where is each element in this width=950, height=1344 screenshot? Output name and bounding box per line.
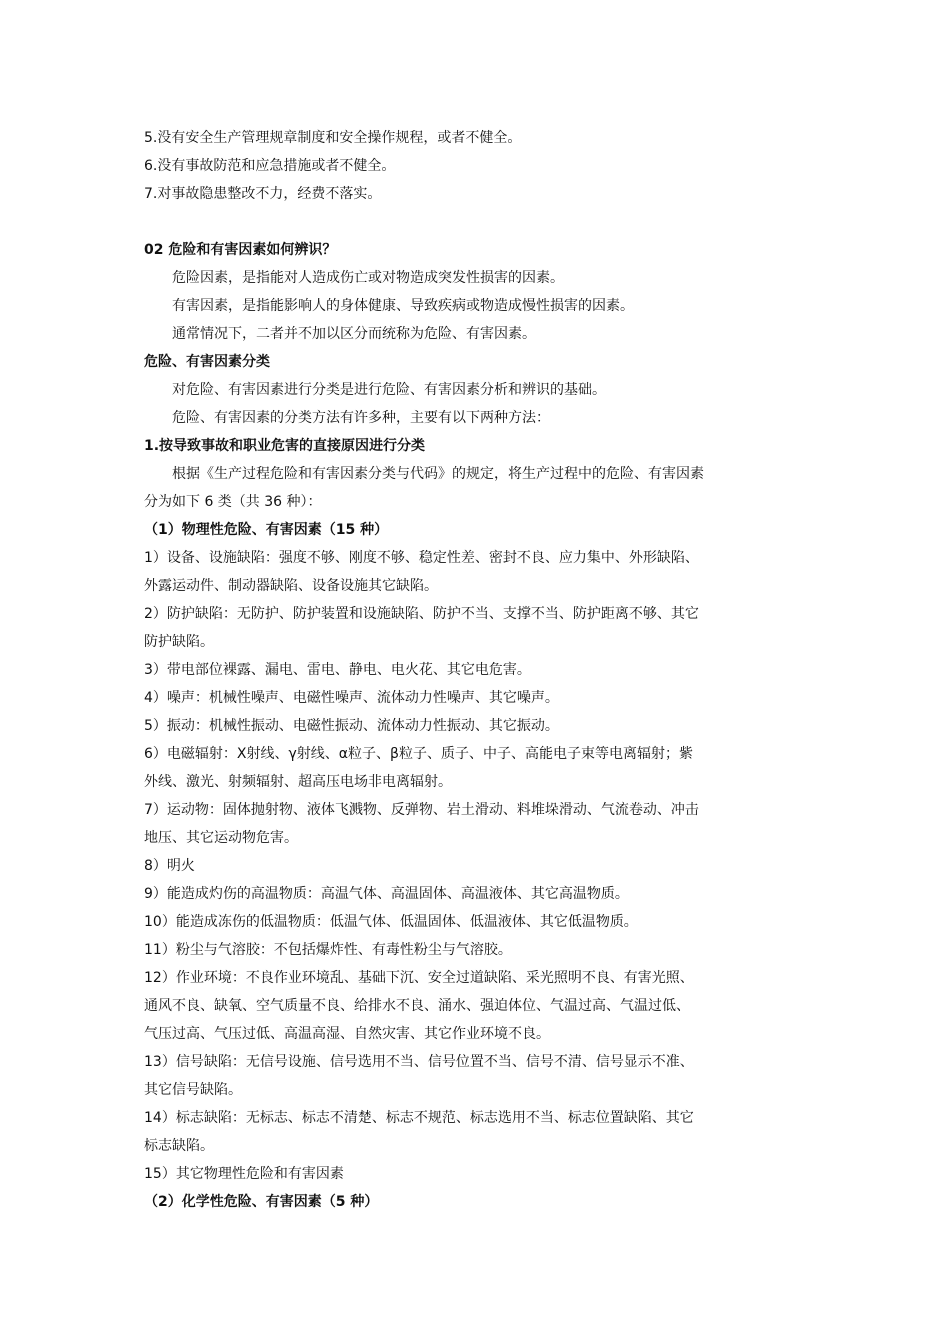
document-body (144, 124, 812, 1216)
physical-item-line: 6）电磁辐射：Χ射线、γ射线、α粒子、β粒子、质子、中子、高能电子束等电离辐射；紫 (144, 746, 693, 762)
classification-para: 对危险、有害因素进行分类是进行危险、有害因素分析和辨识的基础。 (172, 382, 606, 398)
physical-item-line: 3）带电部位裸露、漏电、雷电、静电、电火花、其它电危害。 (144, 662, 531, 678)
physical-item-line: 1）设备、设施缺陷：强度不够、刚度不够、稳定性差、密封不良、应力集中、外形缺陷、 (144, 550, 699, 566)
method1-para-line: 分为如下 6 类（共 36 种）： (144, 494, 322, 510)
chemical-heading: （2）化学性危险、有害因素（5 种） (144, 1194, 379, 1210)
physical-item-line: 防护缺陷。 (144, 634, 214, 650)
definition-para: 有害因素，是指能影响人的身体健康、导致疾病或物造成慢性损害的因素。 (172, 298, 634, 314)
physical-item-line: 地压、其它运动物危害。 (144, 830, 298, 846)
method1-para-line: 根据《生产过程危险和有害因素分类与代码》的规定，将生产过程中的危险、有害因素 (172, 466, 704, 482)
intro-item: 6.没有事故防范和应急措施或者不健全。 (144, 158, 396, 174)
physical-item-line: 7）运动物：固体抛射物、液体飞溅物、反弹物、岩土滑动、料堆垛滑动、气流卷动、冲击 (144, 802, 699, 818)
spacer (144, 208, 812, 236)
definition-para: 通常情况下，二者并不加以区分而统称为危险、有害因素。 (172, 326, 536, 342)
physical-heading: （1）物理性危险、有害因素（15 种） (144, 522, 389, 538)
physical-item-line: 8）明火 (144, 858, 195, 874)
physical-item-line: 15）其它物理性危险和有害因素 (144, 1166, 344, 1182)
physical-item-line: 2）防护缺陷：无防护、防护装置和设施缺陷、防护不当、支撑不当、防护距离不够、其它 (144, 606, 699, 622)
physical-item-line: 11）粉尘与气溶胶：不包括爆炸性、有毒性粉尘与气溶胶。 (144, 942, 512, 958)
classification-para: 危险、有害因素的分类方法有许多种，主要有以下两种方法： (172, 410, 550, 426)
classification-heading: 危险、有害因素分类 (144, 354, 270, 370)
physical-item-line: 5）振动：机械性振动、电磁性振动、流体动力性振动、其它振动。 (144, 718, 559, 734)
definition-para: 危险因素，是指能对人造成伤亡或对物造成突发性损害的因素。 (172, 270, 564, 286)
method1-heading: 1.按导致事故和职业危害的直接原因进行分类 (144, 438, 426, 454)
physical-item-line: 12）作业环境：不良作业环境乱、基础下沉、安全过道缺陷、采光照明不良、有害光照、 (144, 970, 694, 986)
physical-item-line: 4）噪声：机械性噪声、电磁性噪声、流体动力性噪声、其它噪声。 (144, 690, 559, 706)
physical-item-line: 气压过高、气压过低、高温高湿、自然灾害、其它作业环境不良。 (144, 1026, 550, 1042)
physical-item-line: 9）能造成灼伤的高温物质：高温气体、高温固体、高温液体、其它高温物质。 (144, 886, 629, 902)
intro-item: 5.没有安全生产管理规章制度和安全操作规程，或者不健全。 (144, 130, 522, 146)
physical-item-line: 通风不良、缺氧、空气质量不良、给排水不良、涌水、强迫体位、气温过高、气温过低、 (144, 998, 690, 1014)
physical-item-line: 13）信号缺陷：无信号设施、信号选用不当、信号位置不当、信号不清、信号显示不准、 (144, 1054, 694, 1070)
section-heading: 02 危险和有害因素如何辨识？ (144, 242, 337, 258)
physical-item-line: 外露运动件、制动器缺陷、设备设施其它缺陷。 (144, 578, 438, 594)
physical-item-line: 标志缺陷。 (144, 1138, 214, 1154)
physical-item-line: 10）能造成冻伤的低温物质：低温气体、低温固体、低温液体、其它低温物质。 (144, 914, 638, 930)
physical-item-line: 14）标志缺陷：无标志、标志不清楚、标志不规范、标志选用不当、标志位置缺陷、其它 (144, 1110, 694, 1126)
physical-item-line: 其它信号缺陷。 (144, 1082, 242, 1098)
physical-item-line: 外线、激光、射频辐射、超高压电场非电离辐射。 (144, 774, 452, 790)
intro-item: 7.对事故隐患整改不力，经费不落实。 (144, 186, 382, 202)
